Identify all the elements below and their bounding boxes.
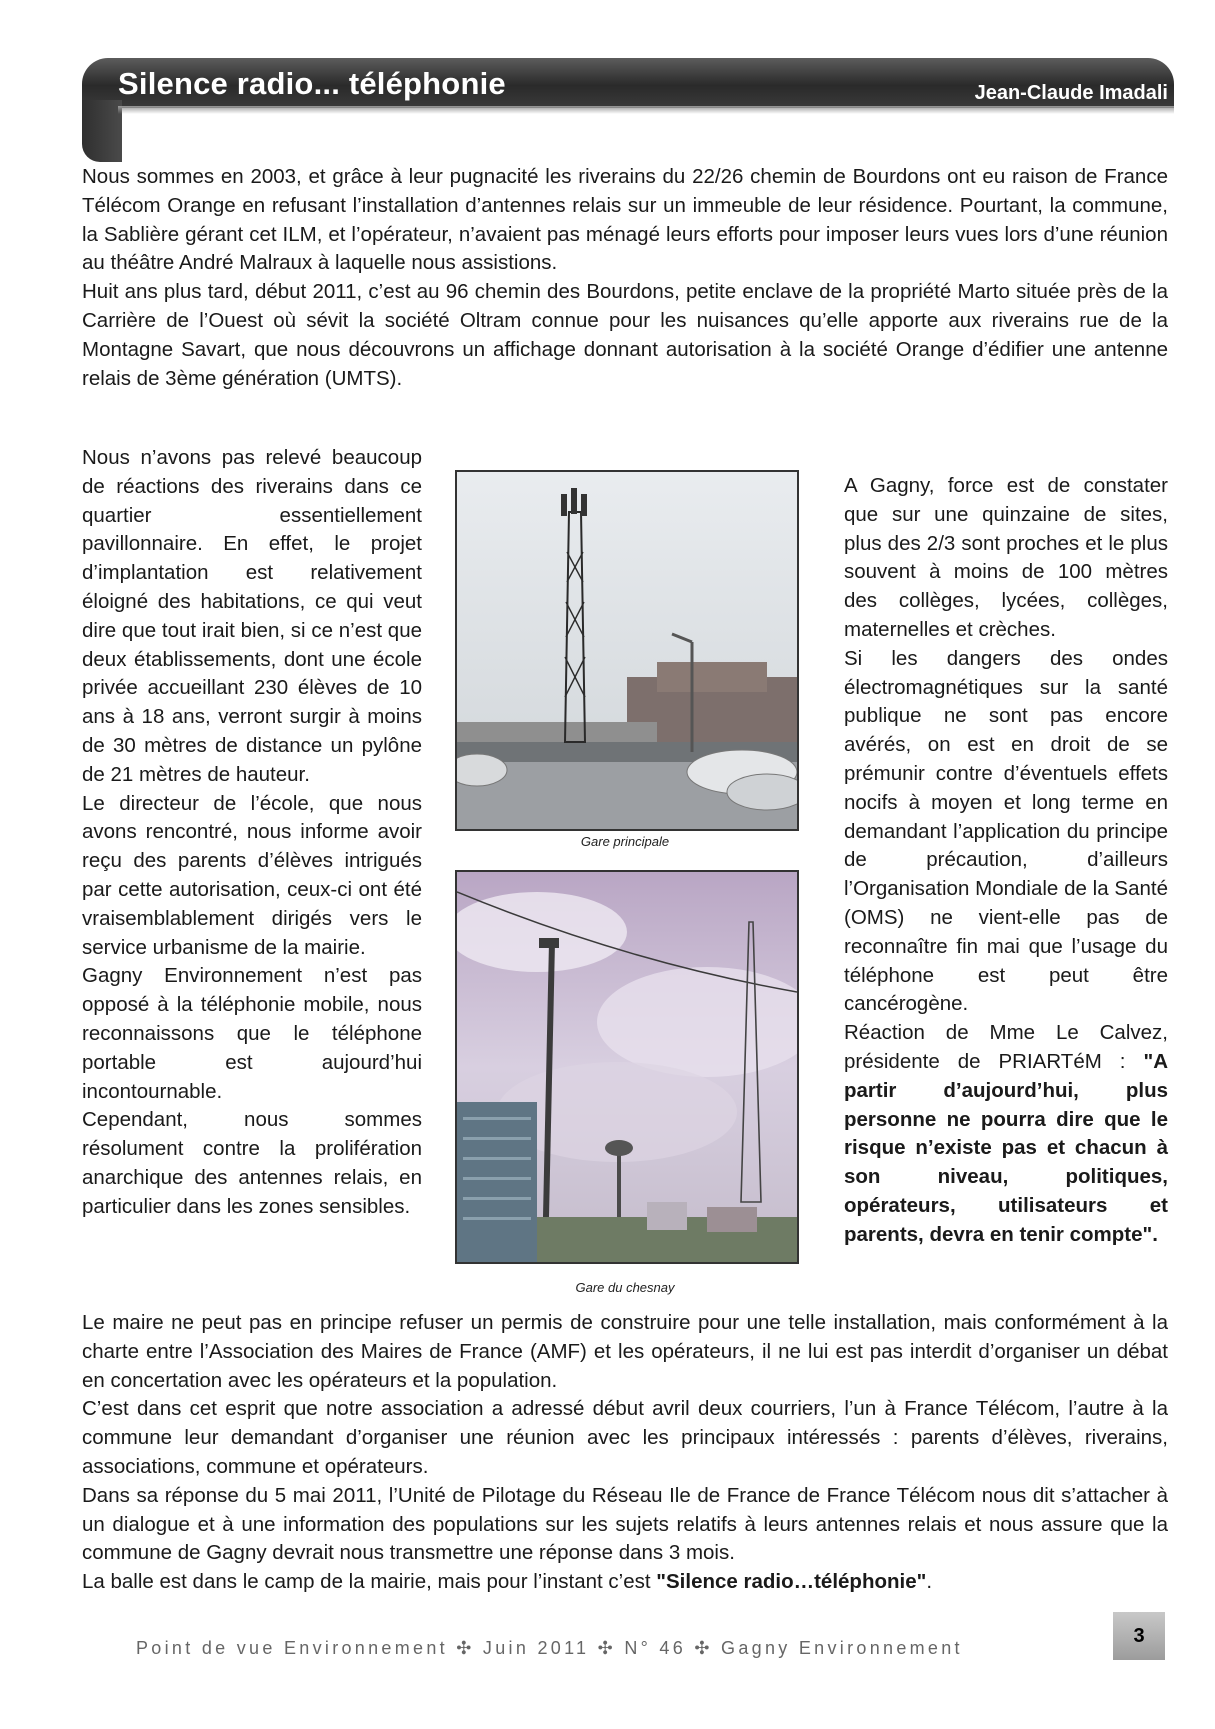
intro-paragraph: Nous sommes en 2003, et grâce à leur pugnacité les riverains du 22/26 chemin de Bourdons ont eu raison de France Télécom Orange en refusant l’installation d’antennes relais sur un immeuble de leur résidence. Pourtant, la commune, la Sablière gérant cet ILM, et l’opérateur, n’avaient pas ménagé leurs efforts pour imposer leurs vues lors d’une réunion au théâtre André Malraux à laquelle nous assistions. — [82, 165, 1168, 275]
closing-end: . — [926, 1570, 933, 1594]
right-paragraph-quote — [844, 1019, 1168, 1249]
left-paragraph: Nous n’avons pas relevé beaucoup de réactions des riverains dans ce quartier essentiellement pavillonnaire. En effet, le projet d’implantation est relativement éloigné des habitations, ce qui veut dire que tout irait bien, si ce n’est que deux établissements, dont une école privée accueillant 230 élèves de 10 ans à 18 ans, verront surgir à moins de 30 mètres de distance un pylône de 21 mètres de hauteur. — [82, 446, 422, 786]
right-paragraph: Si les dangers des ondes électromagnétiques sur la santé publique ne sont pas encore avérés, on est en droit de se prémunir contre d’éventuels effets nocifs à moyen et long terme en demandant l’application du principe de précaution, d’ailleurs l’Organisation Mondiale de la Santé (OMS) ne vient-elle pas de reconnaître fin mai que l’usage du téléphone est peut être cancérogène. — [844, 646, 1168, 1016]
footer-line: Point de vue Environnement ✣ Juin 2011 ✣ N° 46 ✣ Gagny Environnement — [136, 1638, 963, 1658]
quote-lead: Réaction de Mme Le Calvez, présidente de PRIARTéM : — [844, 1021, 1168, 1073]
photo-gare-du-chesnay — [455, 870, 799, 1264]
closing-lead: La balle est dans le camp de la mairie, mais pour l’instant c’est — [82, 1570, 657, 1594]
closing-paragraph — [82, 1568, 1168, 1597]
left-paragraph: Gagny Environnement n’est pas opposé à la téléphonie mobile, nous reconnaissons que le téléphone portable est aujourd’hui incontournable. — [82, 964, 422, 1103]
left-paragraph: Le directeur de l’école, que nous avons rencontré, nous informe avoir reçu des parents d’élèves intrigués par cette autorisation, ceux-ci ont été vraisemblablement dirigés vers le service urbanisme de la mairie. — [82, 791, 422, 959]
intro-text — [82, 163, 1168, 393]
outro-text — [82, 1309, 1168, 1597]
photo-caption: Gare principale — [580, 834, 670, 849]
photo-caption: Gare du chesnay — [575, 1280, 675, 1295]
photo-gare-principale — [455, 470, 799, 831]
left-paragraph: Cependant, nous sommes résolument contre la prolifération anarchique des antennes relais, en particulier dans les zones sensibles. — [82, 1108, 422, 1218]
outro-paragraph: C’est dans cet esprit que notre association a adressé début avril deux courriers, l’un à France Télécom, l’autre à la commune leur demandant d’organiser une réunion avec les principaux intéressés : parents d’élèves, riverains, associations, commune et opérateurs. — [82, 1397, 1168, 1478]
left-column — [82, 444, 422, 1222]
closing-bold: "Silence radio…téléphonie" — [656, 1570, 927, 1594]
quote-text: "A partir d’aujourd’hui, plus personne ne pourra dire que le risque n’existe pas et chacun à son niveau, politiques, opérateurs, utilisateurs et parents, devra en tenir compte". — [844, 1049, 1168, 1246]
right-paragraph: A Gagny, force est de constater que sur une quinzaine de sites, plus des 2/3 sont proches et le plus souvent à moins de 100 mètres des collèges, lycées, collèges, maternelles et crèches. — [844, 474, 1168, 641]
page-number: 3 — [1113, 1612, 1165, 1660]
right-column — [844, 472, 1168, 1250]
article-author: Jean-Claude Imadali — [974, 82, 1168, 104]
intro-paragraph: Huit ans plus tard, début 2011, c’est au 96 chemin des Bourdons, petite enclave de la propriété Marto située près de la Carrière de l’Ouest où sévit la société Oltram connue pour les nuisances qu’elle apporte aux riverains rue de la Montagne Savart, que nous découvrons un affichage donnant autorisation à la société Orange d’édifier une antenne relais de 3ème génération (UMTS). — [82, 280, 1168, 390]
outro-paragraph: Dans sa réponse du 5 mai 2011, l’Unité de Pilotage du Réseau Ile de France de France Télécom nous dit s’attacher à un dialogue et à une information des populations sur les sujets relatifs à leurs antennes relais et nous assure que la commune de Gagny devrait nous transmettre une réponse dans 3 mois. — [82, 1483, 1168, 1565]
article-title: Silence radio... téléphonie — [118, 66, 506, 101]
header-shadow — [118, 106, 1174, 114]
header-banner-tail — [82, 100, 122, 162]
outro-paragraph: Le maire ne peut pas en principe refuser un permis de construire pour une telle installation, mais conformément à la charte entre l’Association des Maires de France (AMF) et les opérateurs, il ne lui est pas interdit d’organiser un débat en concertation avec les opérateurs et la population. — [82, 1311, 1168, 1392]
